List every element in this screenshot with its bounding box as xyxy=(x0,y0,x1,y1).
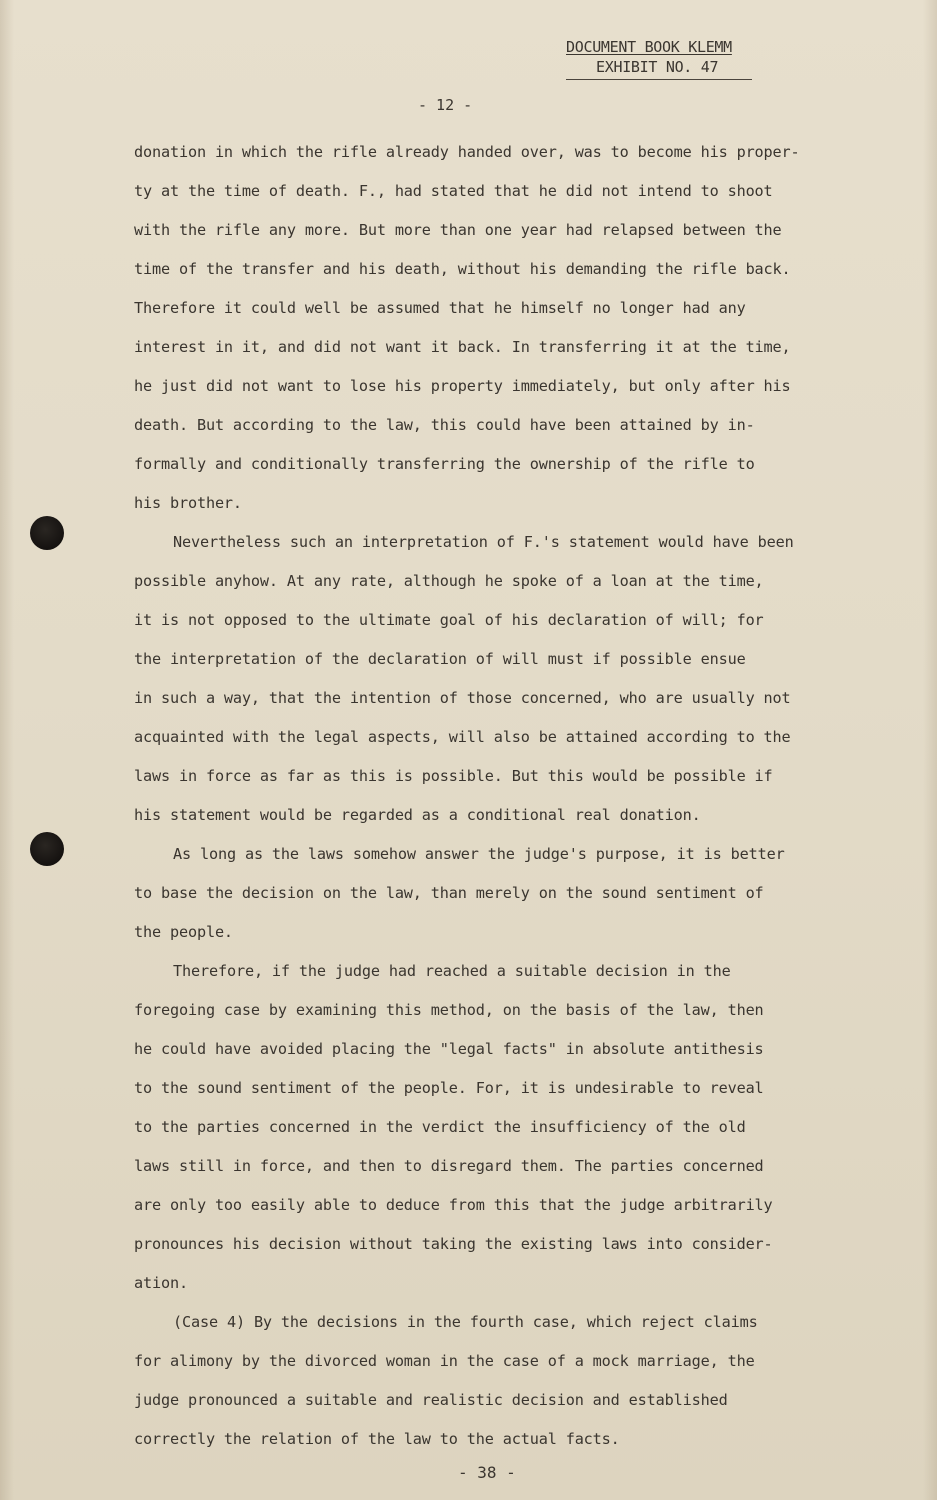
text-line: to the parties concerned in the verdict the insufficiency of the old xyxy=(134,1118,746,1136)
text-line: possible anyhow. At any rate, although he spoke of a loan at the time, xyxy=(134,572,764,590)
text-line: his brother. xyxy=(134,494,242,512)
text-line: the people. xyxy=(134,923,233,941)
text-line: the interpretation of the declaration of will must if possible ensue xyxy=(134,650,746,668)
text-line: foregoing case by examining this method, on the basis of the law, then xyxy=(134,1001,764,1019)
exhibit-stamp xyxy=(566,37,756,80)
page-edge-shadow-left xyxy=(0,0,14,1500)
text-line: acquainted with the legal aspects, will also be attained according to the xyxy=(134,728,791,746)
text-line: laws in force as far as this is possible. But this would be possible if xyxy=(134,767,773,785)
document-body xyxy=(134,137,854,1463)
text-line: it is not opposed to the ultimate goal of his declaration of will; for xyxy=(134,611,764,629)
text-line: his statement would be regarded as a conditional real donation. xyxy=(134,806,701,824)
text-line: laws still in force, and then to disregard them. The parties concerned xyxy=(134,1157,764,1175)
text-line: judge pronounced a suitable and realistic decision and established xyxy=(134,1391,728,1409)
text-line: he could have avoided placing the "legal facts" in absolute antithesis xyxy=(134,1040,764,1058)
text-line: are only too easily able to deduce from this that the judge arbitrarily xyxy=(134,1196,773,1214)
paragraph-start-line: Nevertheless such an interpretation of F.'s statement would have been xyxy=(173,533,794,551)
punch-hole-icon xyxy=(30,516,64,550)
paragraph-start-line: (Case 4) By the decisions in the fourth case, which reject claims xyxy=(173,1313,758,1331)
text-line: death. But according to the law, this could have been attained by in- xyxy=(134,416,755,434)
paragraph-start-line: As long as the laws somehow answer the judge's purpose, it is better xyxy=(173,845,785,863)
text-line: in such a way, that the intention of those concerned, who are usually not xyxy=(134,689,791,707)
text-line: time of the transfer and his death, without his demanding the rifle back. xyxy=(134,260,791,278)
text-line: formally and conditionally transferring the ownership of the rifle to xyxy=(134,455,755,473)
page-number-bottom: - 38 - xyxy=(458,1463,516,1482)
page-edge-shadow-right xyxy=(923,0,937,1500)
page-number-top: - 12 - xyxy=(418,96,473,114)
text-line: to base the decision on the law, than merely on the sound sentiment of xyxy=(134,884,764,902)
text-line: with the rifle any more. But more than one year had relapsed between the xyxy=(134,221,782,239)
text-line: to the sound sentiment of the people. For, it is undesirable to reveal xyxy=(134,1079,764,1097)
text-line: correctly the relation of the law to the actual facts. xyxy=(134,1430,620,1448)
text-line: interest in it, and did not want it back. In transferring it at the time, xyxy=(134,338,791,356)
exhibit-number: EXHIBIT NO. 47 xyxy=(566,57,752,80)
paragraph-start-line: Therefore, if the judge had reached a suitable decision in the xyxy=(173,962,731,980)
text-line: Therefore it could well be assumed that he himself no longer had any xyxy=(134,299,746,317)
punch-hole-icon xyxy=(30,832,64,866)
text-line: for alimony by the divorced woman in the case of a mock marriage, the xyxy=(134,1352,755,1370)
text-line: donation in which the rifle already handed over, was to become his proper- xyxy=(134,143,800,161)
text-line: ty at the time of death. F., had stated that he did not intend to shoot xyxy=(134,182,773,200)
text-line: he just did not want to lose his property immediately, but only after his xyxy=(134,377,791,395)
text-line: ation. xyxy=(134,1274,188,1292)
text-line: pronounces his decision without taking the existing laws into consider- xyxy=(134,1235,773,1253)
document-book-label: DOCUMENT BOOK KLEMM xyxy=(566,38,732,56)
